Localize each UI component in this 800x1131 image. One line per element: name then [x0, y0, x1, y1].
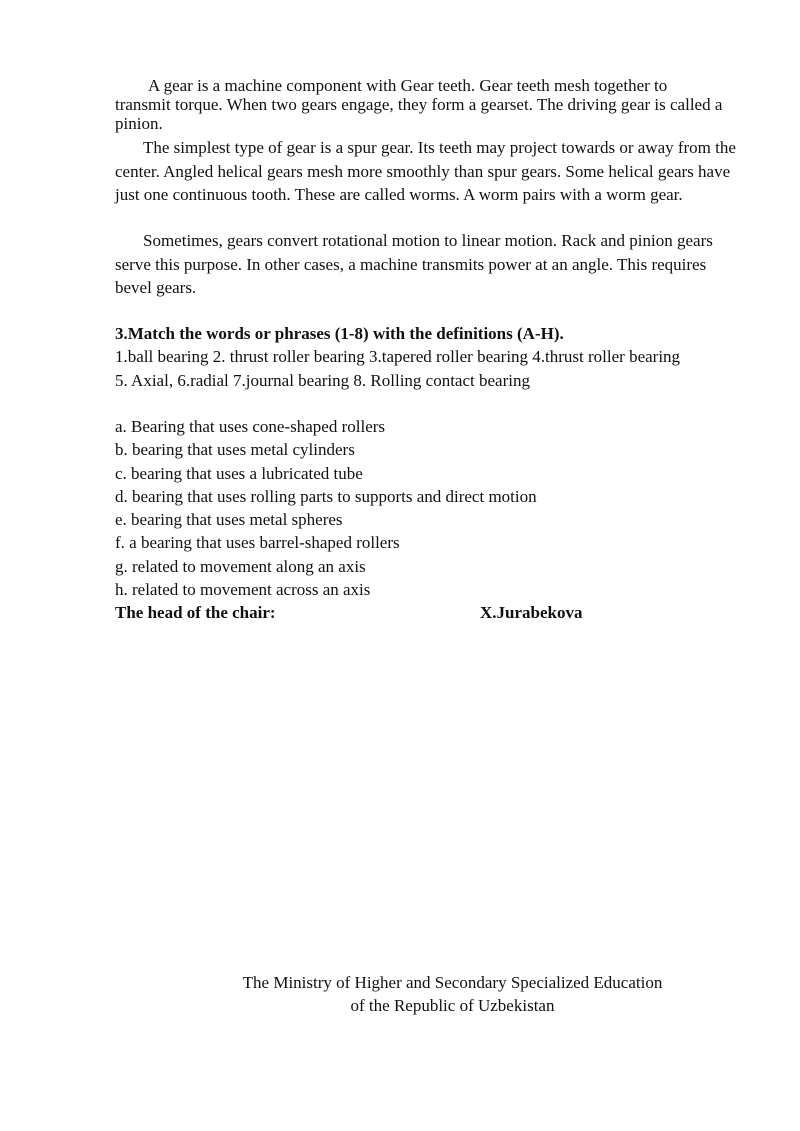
signature-block — [115, 601, 615, 624]
definitions-list — [115, 415, 537, 601]
definition-item: g. related to movement along an axis — [115, 556, 366, 576]
ministry-line: The Ministry of Higher and Secondary Specialized Education — [242, 973, 663, 992]
signature-name: X.Jurabekova — [480, 603, 583, 622]
definition-item: b. bearing that uses metal cylinders — [115, 440, 355, 460]
ministry-line: of the Republic of Uzbekistan — [350, 996, 555, 1015]
intro-paragraph-first-line: A gear is a machine component with Gear teeth. Gear teeth mesh together to — [148, 76, 668, 95]
ministry-footer — [200, 971, 705, 1017]
definition-item: a. Bearing that uses cone-shaped rollers — [115, 417, 386, 436]
terms-list — [115, 345, 680, 392]
terms-line: 1.ball bearing 2. thrust roller bearing 3.tapered roller bearing 4.thrust roller bearing — [115, 347, 681, 366]
bevel-gear-paragraph: Sometimes, gears convert rotational motion to linear motion. Rack and pinion gears serve this purpose. In other cases, a machine transmits power at an angle. This requires bevel gears. — [115, 231, 713, 297]
signature-label: The head of the chair: — [115, 603, 276, 622]
definition-item: c. bearing that uses a lubricated tube — [115, 463, 363, 483]
definition-item: e. bearing that uses metal spheres — [115, 510, 343, 530]
definition-item: f. a bearing that uses barrel-shaped rollers — [115, 533, 400, 553]
definition-item: d. bearing that uses rolling parts to supports and direct motion — [115, 486, 537, 506]
intro-paragraph — [115, 76, 745, 133]
intro-paragraph-continuation: transmit torque. When two gears engage, they form a gearset. The driving gear is called a pinion. — [115, 95, 723, 133]
task-heading: 3.Match the words or phrases (1-8) with the definitions (A-H). — [115, 324, 564, 343]
spur-gear-paragraph: The simplest type of gear is a spur gear. Its teeth may project towards or away from the center. Angled helical gears mesh more smoothly than spur gears. Some helical gears have just one continuous tooth. These are called worms. A worm pairs with a worm gear. — [115, 138, 736, 204]
definition-item: h. related to movement across an axis — [115, 580, 371, 600]
terms-line: 5. Axial, 6.radial 7.journal bearing 8. Rolling contact bearing — [115, 370, 530, 390]
